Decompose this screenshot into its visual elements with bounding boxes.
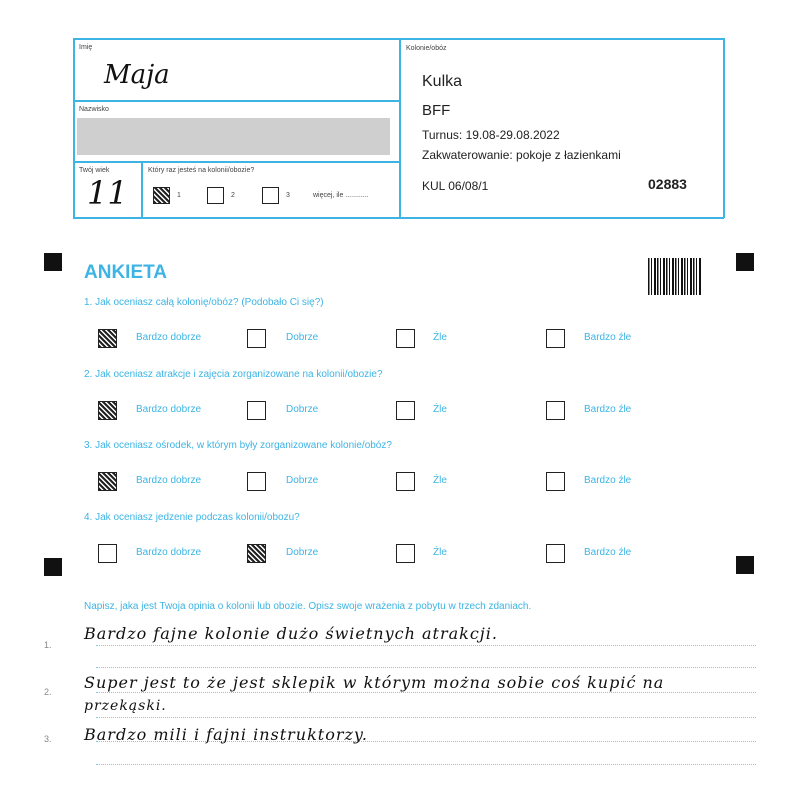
q2-option-checkbox-2[interactable] — [247, 401, 266, 420]
writing-line — [96, 764, 756, 765]
answer-line-2b[interactable]: przekąski. — [84, 698, 167, 714]
q2-option-label-1: Bardzo dobrze — [136, 404, 202, 415]
q2-option-checkbox-3[interactable] — [396, 401, 415, 420]
writing-line — [96, 717, 756, 718]
times-option-label: więcej, ile ............ — [313, 192, 369, 199]
registration-marker — [44, 253, 62, 271]
registration-marker — [736, 253, 754, 271]
q3-option-checkbox-2[interactable] — [247, 472, 266, 491]
q4-option-label-3: Źle — [433, 547, 447, 558]
q3-option-label-3: Źle — [433, 475, 447, 486]
q2-option-label-4: Bardzo źle — [584, 404, 632, 415]
q1-option-label-2: Dobrze — [286, 332, 319, 343]
q4-option-label-2: Dobrze — [286, 547, 319, 558]
form-number: 02883 — [648, 176, 687, 192]
q4-option-checkbox-1[interactable] — [98, 544, 117, 563]
q1-option-label-1: Bardzo dobrze — [136, 332, 202, 343]
q1-option-checkbox-1[interactable] — [98, 329, 117, 348]
q4-option-checkbox-4[interactable] — [546, 544, 565, 563]
q3-option-checkbox-4[interactable] — [546, 472, 565, 491]
registration-marker — [44, 558, 62, 576]
answer-line-3[interactable]: Bardzo mili i fajni instruktorzy. — [84, 725, 368, 744]
age-value[interactable]: 11 — [87, 174, 128, 212]
q3-option-label-4: Bardzo źle — [584, 475, 632, 486]
question-text-3: 3. Jak oceniasz ośrodek, w którym były zorganizowane kolonie/obóz? — [84, 440, 392, 451]
q2-option-checkbox-4[interactable] — [546, 401, 565, 420]
q1-option-checkbox-2[interactable] — [247, 329, 266, 348]
q4-option-checkbox-2[interactable] — [247, 544, 266, 563]
writing-line — [96, 692, 756, 693]
q3-option-checkbox-1[interactable] — [98, 472, 117, 491]
q1-option-label-4: Bardzo źle — [584, 332, 632, 343]
opinion-prompt: Napisz, jaka jest Twoja opinia o kolonii lub obozie. Opisz swoje wrażenia z pobytu w trzech zdaniach. — [84, 601, 532, 612]
times-option-label: 2 — [231, 192, 235, 199]
answer-line-1[interactable]: Bardzo fajne kolonie dużo świetnych atrakcji. — [84, 624, 498, 643]
writing-line — [96, 645, 756, 646]
answer-line-2[interactable]: Super jest to że jest sklepik w którym można sobie coś kupić na — [84, 673, 665, 692]
times-label: Który raz jesteś na kolonii/obozie? — [148, 167, 255, 174]
registration-marker — [736, 556, 754, 574]
camp-code: KUL 06/08/1 — [422, 179, 489, 193]
turnus-text: Turnus: 19.08-29.08.2022 — [422, 128, 560, 142]
question-text-4: 4. Jak oceniasz jedzenie podczas kolonii/obozu? — [84, 512, 300, 523]
accommodation-text: Zakwaterowanie: pokoje z łazienkami — [422, 148, 621, 162]
times-option-label: 1 — [177, 192, 181, 199]
surname-redacted — [77, 118, 390, 155]
question-text-1: 1. Jak oceniasz całą kolonię/obóz? (Podobało Ci się?) — [84, 297, 324, 308]
name-label: Imię — [79, 44, 93, 51]
q1-option-label-3: Źle — [433, 332, 447, 343]
surname-label: Nazwisko — [79, 106, 109, 113]
q1-option-checkbox-3[interactable] — [396, 329, 415, 348]
barcode — [648, 258, 701, 295]
line-number: 1. — [44, 640, 52, 650]
times-checkbox-1[interactable] — [153, 187, 170, 204]
camp-name: Kulka — [422, 73, 463, 90]
times-checkbox-2[interactable] — [207, 187, 224, 204]
line-number: 2. — [44, 687, 52, 697]
times-checkbox-3[interactable] — [262, 187, 279, 204]
q2-option-label-3: Źle — [433, 404, 447, 415]
q3-option-checkbox-3[interactable] — [396, 472, 415, 491]
age-label: Twój wiek — [79, 167, 110, 174]
q2-option-checkbox-1[interactable] — [98, 401, 117, 420]
q1-option-checkbox-4[interactable] — [546, 329, 565, 348]
name-value[interactable]: Maja — [104, 60, 170, 90]
q4-option-label-4: Bardzo źle — [584, 547, 632, 558]
camp-label: Kolonie/obóz — [406, 45, 447, 52]
camp-sub: BFF — [422, 102, 451, 119]
line-number: 3. — [44, 734, 52, 744]
q2-option-label-2: Dobrze — [286, 404, 319, 415]
times-option-label: 3 — [286, 192, 290, 199]
q4-option-label-1: Bardzo dobrze — [136, 547, 202, 558]
survey-title: ANKIETA — [84, 262, 168, 283]
q3-option-label-2: Dobrze — [286, 475, 319, 486]
q4-option-checkbox-3[interactable] — [396, 544, 415, 563]
writing-line — [96, 667, 756, 668]
question-text-2: 2. Jak oceniasz atrakcje i zajęcia zorganizowane na kolonii/obozie? — [84, 369, 383, 380]
q3-option-label-1: Bardzo dobrze — [136, 475, 202, 486]
